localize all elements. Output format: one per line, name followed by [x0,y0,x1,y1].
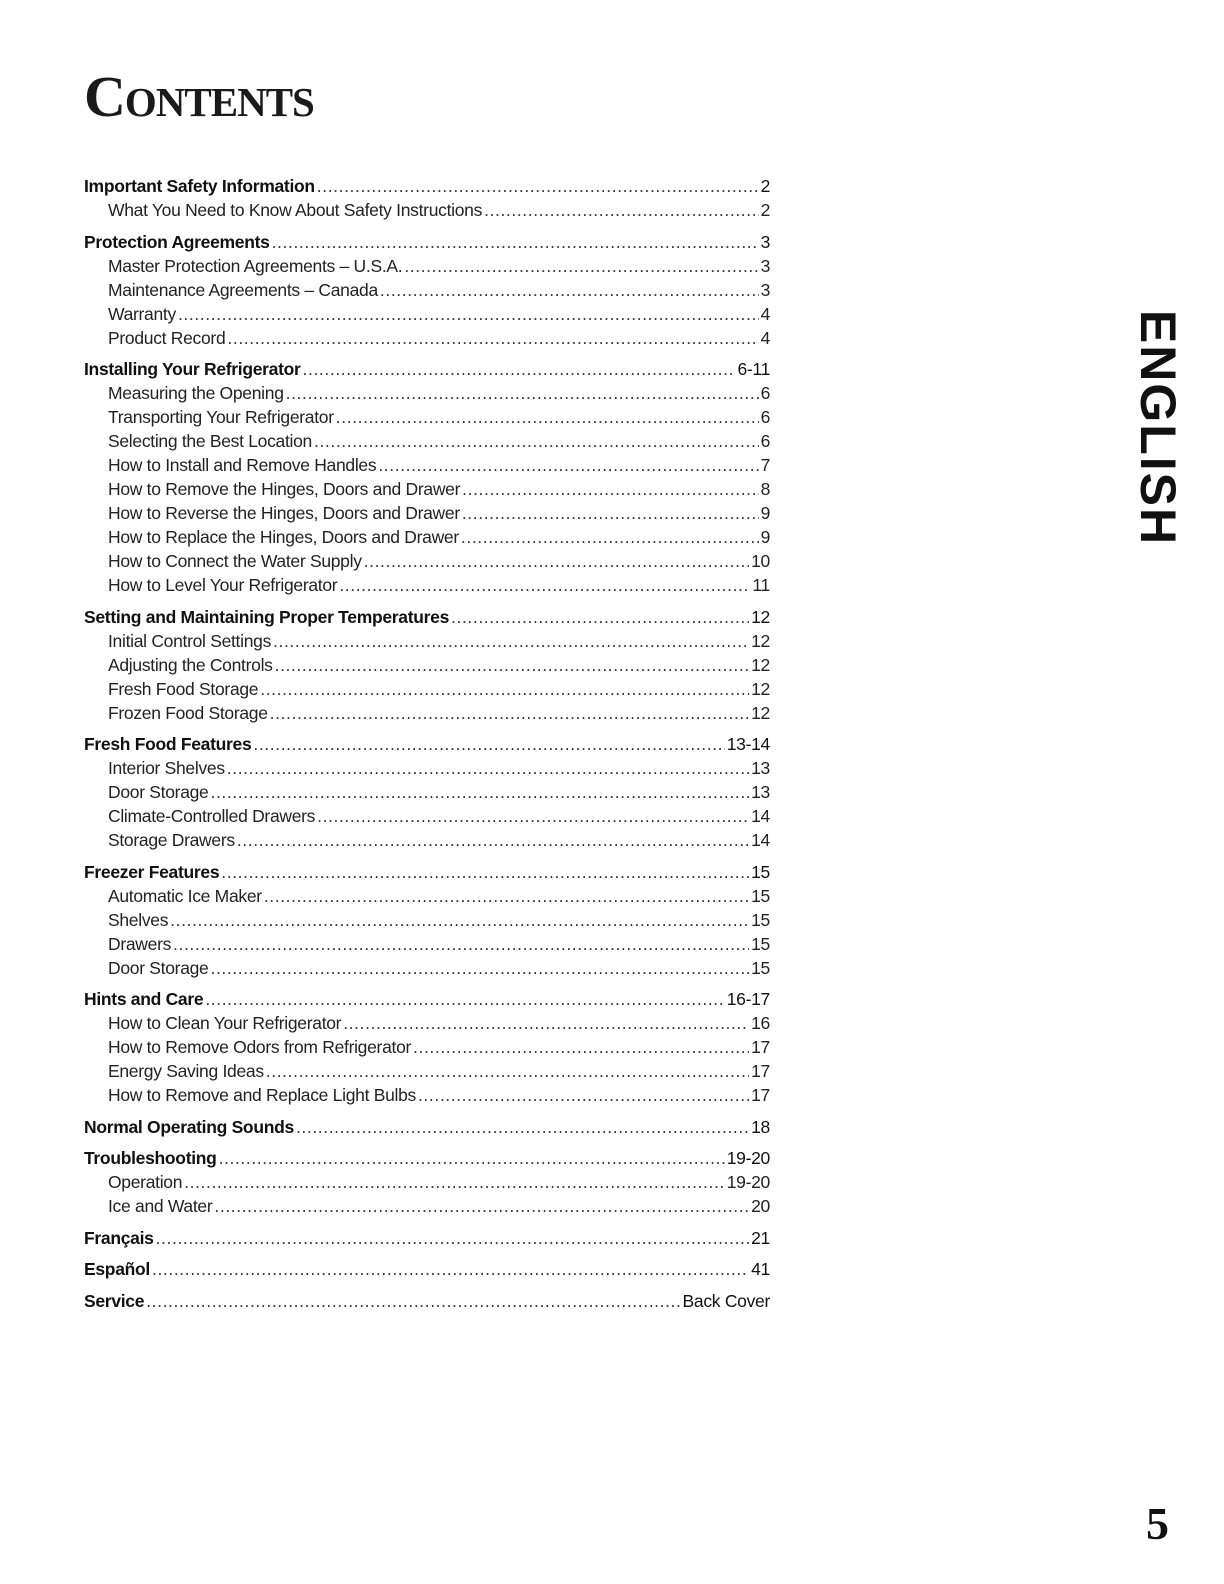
toc-entry[interactable] [84,573,770,597]
toc-entry-page: 10 [751,551,770,571]
toc-entry-label: Climate-Controlled Drawers [108,806,316,826]
toc-entry-label: Initial Control Settings [108,630,272,651]
toc-heading-page: 16-17 [726,989,770,1009]
toc-heading[interactable] [84,1226,770,1250]
toc-entry-page: 9 [760,527,770,547]
toc-entry[interactable] [84,198,770,222]
toc-section [84,230,770,350]
toc-entry-label: Fresh Food Storage [108,678,259,699]
toc-section [84,1115,770,1139]
toc-entry[interactable] [84,525,770,549]
toc-entry-page: 16 [751,1013,770,1033]
toc-entry[interactable] [84,677,770,701]
toc-entry-page: 19-20 [726,1172,770,1192]
toc-entry-label: How to Install and Remove Handles [108,455,377,475]
toc-heading-page: 41 [751,1259,770,1279]
toc-entry[interactable] [84,381,770,405]
toc-heading-label: Hints and Care [84,989,204,1009]
toc-entry[interactable] [84,254,770,278]
toc-entry-page: 9 [760,503,770,523]
dot-leader [270,701,749,725]
toc-entry-label: How to Remove Odors from Refrigerator [108,1037,412,1057]
toc-entry[interactable] [84,828,770,852]
toc-entry-label: Maintenance Agreements – Canada [108,279,378,300]
toc-section [84,732,770,852]
toc-entry-label: Door Storage [108,957,209,978]
toc-entry[interactable] [84,956,770,980]
toc-entry-label: How to Remove and Replace Light Bulbs [108,1085,416,1105]
toc-heading-page: 15 [751,861,770,882]
toc-entry[interactable] [84,908,770,932]
toc-entry-label: Warranty [108,303,176,324]
toc-entry-label: Shelves [108,909,169,930]
toc-entry-label: Storage Drawers [108,830,235,850]
toc-heading-label: Fresh Food Features [84,734,252,754]
dot-leader [146,1289,680,1313]
toc-entry-page: 2 [760,200,770,220]
toc-entry[interactable] [84,780,770,804]
toc-entry[interactable] [84,326,770,350]
toc-heading-label: Troubleshooting [84,1148,217,1168]
dot-leader [462,501,759,525]
toc-entry[interactable] [84,804,770,828]
dot-leader [343,1011,749,1035]
toc-entry-label: Operation [108,1172,183,1192]
dot-leader [170,908,749,932]
dot-leader [451,605,749,629]
toc-entry-label: How to Connect the Water Supply [108,551,362,571]
language-tab [1118,309,1198,547]
toc-entry[interactable] [84,302,770,326]
toc-entry-page: 17 [751,1061,770,1081]
toc-heading[interactable] [84,1146,770,1170]
dot-leader [152,1257,749,1281]
dot-leader [221,860,749,884]
toc-entry[interactable] [84,1011,770,1035]
toc-entry-label: Drawers [108,933,172,954]
toc-entry-page: 14 [751,806,770,826]
toc-entry-page: 4 [760,303,770,324]
toc-entry-page: 6 [760,431,770,451]
toc-entry-page: 15 [751,885,770,906]
dot-leader [296,1115,749,1139]
dot-leader [260,677,749,701]
toc-entry-page: 20 [751,1196,770,1216]
toc-section [84,357,770,597]
toc-entry-page: 8 [760,479,770,499]
dot-leader [178,302,759,326]
toc-entry-page: 3 [760,255,770,276]
toc-entry-page: 7 [760,455,770,475]
dot-leader [380,278,759,302]
toc-heading-page: 2 [760,176,770,196]
toc-heading-page: 18 [751,1116,770,1137]
dot-leader [272,230,759,254]
toc-entry[interactable] [84,1194,770,1218]
toc-entry-label: Adjusting the Controls [108,654,273,675]
dot-leader [339,573,750,597]
toc-entry[interactable] [84,501,770,525]
table-of-contents [84,174,770,1320]
toc-entry[interactable] [84,653,770,677]
toc-entry[interactable] [84,629,770,653]
toc-entry-page: 14 [751,830,770,850]
toc-heading-label: Setting and Maintaining Proper Temperatures [84,606,450,627]
dot-leader [314,429,759,453]
dot-leader [214,1194,749,1218]
toc-section [84,1226,770,1250]
toc-section [84,987,770,1107]
toc-entry[interactable] [84,1170,770,1194]
toc-entry-label: How to Remove the Hinges, Doors and Drawer [108,479,461,499]
toc-heading[interactable] [84,357,770,381]
toc-section [84,860,770,980]
toc-entry-label: How to Clean Your Refrigerator [108,1013,342,1033]
toc-entry-label: How to Reverse the Hinges, Doors and Drawer [108,503,460,523]
toc-entry-label: Selecting the Best Location [108,431,312,451]
dot-leader [364,549,749,573]
toc-entry[interactable] [84,429,770,453]
dot-leader [227,326,758,350]
dot-leader [264,884,749,908]
toc-entry[interactable] [84,884,770,908]
toc-entry[interactable] [84,1059,770,1083]
dot-leader [273,629,749,653]
toc-entry-label: Energy Saving Ideas [108,1061,264,1081]
toc-entry-label: Master Protection Agreements – U.S.A. [108,255,403,276]
toc-heading[interactable] [84,230,770,254]
toc-heading-label: Français [84,1227,154,1248]
toc-entry-label: Interior Shelves [108,758,225,778]
toc-heading-label: Installing Your Refrigerator [84,359,301,379]
toc-heading-page: 6-11 [737,359,770,379]
toc-entry[interactable] [84,756,770,780]
toc-entry-label: Door Storage [108,782,209,802]
toc-entry-label: How to Replace the Hinges, Doors and Drawer [108,527,459,547]
toc-entry-page: 13 [751,782,770,802]
toc-heading-page: 21 [751,1227,770,1248]
toc-heading[interactable] [84,860,770,884]
page-number: 5 [1146,1498,1169,1549]
toc-entry-page: 15 [751,933,770,954]
toc-entry[interactable] [84,1083,770,1107]
toc-entry-page: 13 [751,758,770,778]
toc-heading-page: 12 [751,606,770,627]
dot-leader [211,780,750,804]
dot-leader [462,477,758,501]
toc-entry-page: 12 [751,702,770,723]
dot-leader [484,198,759,222]
dot-leader [253,732,724,756]
toc-section [84,174,770,222]
toc-entry-page: 12 [751,654,770,675]
dot-leader [156,1226,750,1250]
dot-leader [418,1083,749,1107]
dot-leader [413,1035,749,1059]
toc-heading[interactable] [84,1115,770,1139]
toc-heading-page: 19-20 [726,1148,770,1168]
toc-section [84,605,770,725]
toc-heading-label: Service [84,1290,145,1311]
toc-entry-page: 15 [751,909,770,930]
toc-entry[interactable] [84,453,770,477]
toc-heading[interactable] [84,732,770,756]
toc-section [84,1289,770,1313]
toc-entry-page: 6 [760,383,770,403]
toc-heading-label: Protection Agreements [84,231,270,252]
dot-leader [173,932,749,956]
toc-heading[interactable] [84,1289,770,1313]
toc-entry-label: What You Need to Know About Safety Instructions [108,200,483,220]
toc-entry-label: Product Record [108,327,226,348]
toc-heading-label: Español [84,1259,150,1279]
toc-entry-page: 11 [752,575,770,595]
dot-leader [275,653,750,677]
dot-leader [266,1059,749,1083]
toc-entry-page: 15 [751,957,770,978]
toc-entry-page: 3 [760,279,770,300]
dot-leader [378,453,758,477]
toc-entry-page: 12 [751,630,770,651]
toc-heading[interactable] [84,1257,770,1281]
toc-heading-page: Back Cover [682,1290,770,1311]
toc-entry[interactable] [84,1035,770,1059]
toc-section [84,1146,770,1218]
toc-entry-label: Measuring the Opening [108,383,284,403]
toc-heading[interactable] [84,987,770,1011]
toc-entry[interactable] [84,405,770,429]
toc-entry-page: 4 [760,327,770,348]
toc-entry[interactable] [84,477,770,501]
toc-heading-page: 3 [760,231,770,252]
toc-heading[interactable] [84,174,770,198]
toc-heading[interactable] [84,605,770,629]
toc-entry-label: How to Level Your Refrigerator [108,575,338,595]
dot-leader [286,381,759,405]
dot-leader [227,756,749,780]
dot-leader [336,405,759,429]
toc-entry-label: Transporting Your Refrigerator [108,407,334,427]
toc-entry[interactable] [84,932,770,956]
toc-heading-page: 13-14 [726,734,770,754]
toc-heading-label: Normal Operating Sounds [84,1116,294,1137]
toc-entry-page: 17 [751,1085,770,1105]
toc-entry-label: Automatic Ice Maker [108,885,262,906]
toc-entry-label: Frozen Food Storage [108,702,268,723]
dot-leader [404,254,758,278]
toc-heading-label: Freezer Features [84,861,220,882]
dot-leader [317,174,759,198]
toc-entry[interactable] [84,701,770,725]
dot-leader [461,525,759,549]
dot-leader [211,956,750,980]
dot-leader [317,804,749,828]
toc-entry-page: 12 [751,678,770,699]
page-title: Contents [84,64,314,129]
language-tab-label: ENGLISH [1130,309,1186,547]
dot-leader [219,1146,725,1170]
toc-heading-label: Important Safety Information [84,176,315,196]
dot-leader [237,828,749,852]
dot-leader [205,987,724,1011]
dot-leader [303,357,736,381]
toc-section [84,1257,770,1281]
toc-entry-page: 17 [751,1037,770,1057]
toc-entry-page: 6 [760,407,770,427]
toc-entry-label: Ice and Water [108,1196,213,1216]
toc-entry[interactable] [84,549,770,573]
dot-leader [184,1170,725,1194]
toc-entry[interactable] [84,278,770,302]
